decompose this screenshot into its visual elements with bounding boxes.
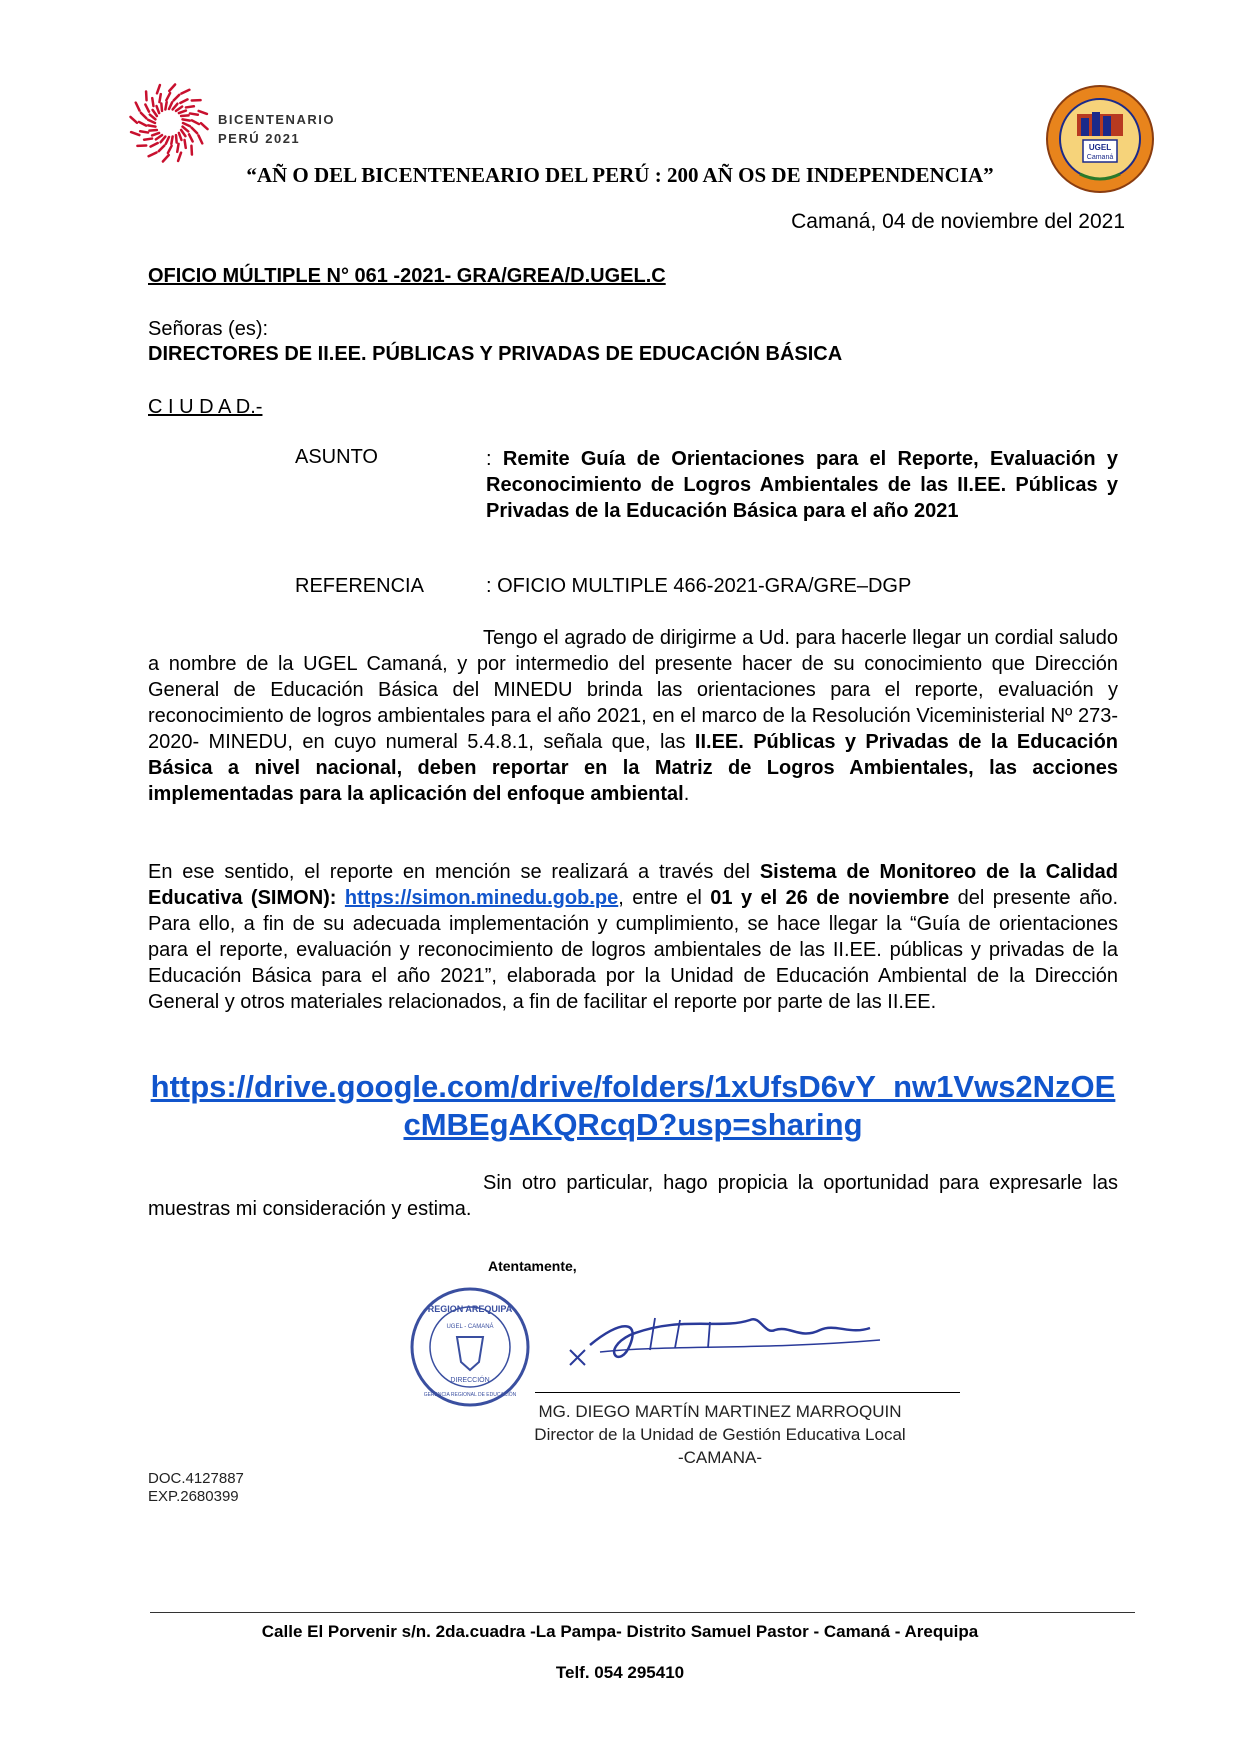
burst-ray	[159, 146, 165, 152]
paragraph2-part3: del presente año. Para ello, a fin de su adecuada implementación y cumplimiento, se hace llegar la “Guía de orientaciones para el reporte, evaluación y reconocimiento de logros ambientales de las II.EE. públicas y privadas de la Educación Básica para el año 2021”, elaborada por la Unidad de Educación Ambiental de la Dirección General y otros materiales relacionados, a fin de facilitar el reporte por parte de las II.EE.	[148, 887, 1118, 1013]
burst-ray	[153, 110, 157, 116]
asunto-prefix: :	[486, 448, 503, 470]
burst-ray	[165, 102, 166, 109]
burst-ray	[156, 135, 162, 139]
burst-ray	[145, 105, 149, 112]
burst-ray	[176, 135, 177, 142]
footer-phone: Telf. 054 295410	[555, 1663, 685, 1682]
document-numbers	[148, 1470, 244, 1506]
burst-ray	[163, 155, 169, 162]
seal-text-mid1: UGEL - CAMANÁ	[446, 1324, 494, 1330]
burst-ray	[150, 115, 156, 120]
burst-ray	[157, 85, 160, 93]
simon-link[interactable]: https://simon.minedu.gob.pe	[344, 887, 619, 909]
paragraph2-bold2: 01 y el 26 de noviembre	[710, 887, 950, 909]
bicentenario-logo-text	[218, 110, 335, 148]
burst-ray	[183, 127, 189, 132]
drive-link[interactable]: https://drive.google.com/drive/folders/1xUfsD6vY_nw1Vws2NzOEcMBEgAKQRcqD?usp=sharing	[150, 1069, 1116, 1142]
paragraph2-part1: En ese sentido, el reporte en mención se realizará a través del	[148, 861, 760, 883]
doc-number: DOC.4127887	[148, 1470, 244, 1487]
bicentenario-logo-icon	[128, 82, 210, 164]
exp-number: EXP.2680399	[148, 1488, 239, 1505]
burst-ray	[140, 131, 148, 132]
bicentenario-line1: BICENTENARIO	[218, 112, 335, 127]
paragraph1-bold: II.EE. Públicas y Privadas de la Educación Básica a nivel nacional, deben reportar en la Matriz de Logros Ambientales, las acciones implementadas para la aplicación del enfoque ambiental	[148, 731, 1119, 805]
burst-ray	[148, 125, 155, 126]
signatory-block	[490, 1400, 950, 1469]
burst-ray	[171, 137, 172, 144]
burst-ray	[169, 102, 172, 109]
burst-ray	[185, 140, 186, 148]
signature-line	[535, 1392, 960, 1393]
burst-ray	[183, 119, 190, 120]
burst-ray	[166, 93, 170, 100]
ugel-logo-inner2: Camaná	[1086, 154, 1114, 161]
burst-ray	[168, 146, 172, 153]
burst-ray	[173, 104, 178, 110]
burst-ray	[186, 106, 194, 107]
burst-ray	[136, 103, 140, 111]
burst-ray	[157, 106, 160, 113]
burst-ray	[139, 122, 146, 126]
paragraph1-text: Tengo el agrado de dirigirme a Ud. para hacerle llegar un cordial saludo a nombre de la UGEL Camaná, y por intermedio del presente hacer de su conocimiento que Dirección General de Educación Básica del MINEDU brinda las orientaciones para el reporte, evaluación y reconocimiento de logros ambientales para el año 2021, en el marco de la Resolución Viceministerial Nº 273-2020- MINEDU, en cuyo numeral 5.4.8.1, señala que, las	[148, 627, 1118, 753]
seal-text-mid2: DIRECCIÓN	[450, 1377, 490, 1384]
signatory-place: -CAMANA-	[677, 1448, 763, 1467]
paragraph2-bold1: Sistema de Monitoreo de la Calidad Educativa (SIMON):	[148, 861, 1119, 909]
burst-ray	[141, 113, 147, 119]
burst-ray	[198, 135, 202, 143]
signatory-title: Director de la Unidad de Gestión Educativa Local	[534, 1425, 906, 1444]
body-paragraph-2	[148, 859, 1118, 1015]
burst-ray	[192, 128, 198, 134]
asunto-text	[486, 446, 1118, 524]
city-line: C I U D A D.-	[148, 396, 263, 418]
seal-text-top: REGION AREQUIPA	[427, 1304, 513, 1314]
burst-ray	[144, 139, 152, 140]
ugel-logo-inner1: UGEL	[1088, 143, 1112, 152]
footer-divider	[150, 1612, 1135, 1613]
burst-ray	[190, 113, 198, 114]
paragraph3-text: Sin otro particular, hago propicia la oportunidad para expresarle las muestras mi consideración y estima.	[148, 1172, 1118, 1220]
handwritten-signature-icon	[560, 1290, 900, 1380]
burst-ray	[176, 107, 182, 111]
burst-ray	[151, 143, 158, 147]
salutation: Señoras (es):	[148, 318, 269, 340]
paragraph2-part2: , entre el	[618, 887, 711, 909]
body-paragraph-3	[148, 1170, 1118, 1222]
burst-ray	[161, 137, 166, 143]
burst-ray	[169, 84, 175, 91]
burst-ray	[149, 130, 156, 131]
official-seal-icon	[405, 1282, 535, 1412]
motto-heading: “AÑ O DEL BICENTENEARIO DEL PERÚ : 200 AÑ OS DE INDEPENDENCIA”	[246, 163, 994, 187]
footer-address: Calle El Porvenir s/n. 2da.cuadra -La Pampa- Distrito Samuel Pastor - Camaná - Arequipa	[261, 1622, 979, 1641]
burst-ray	[159, 94, 160, 102]
burst-ray	[201, 123, 208, 129]
burst-ray	[130, 117, 137, 123]
bicentenario-line2: PERÚ 2021	[218, 131, 301, 146]
burst-ray	[189, 134, 193, 141]
burst-ray	[192, 120, 199, 124]
burst-ray	[177, 144, 178, 152]
body-paragraph-1	[148, 625, 1118, 807]
asunto-label: ASUNTO	[295, 446, 378, 468]
asunto-content: Remite Guía de Orientaciones para el Reporte, Evaluación y Reconocimiento de Logros Ambientales de las II.EE. Públicas y Privadas de la Educación Básica para el año 2021	[486, 448, 1118, 522]
burst-ray	[199, 111, 207, 114]
burst-ray	[178, 153, 181, 161]
referencia-text: : OFICIO MULTIPLE 466-2021-GRA/GRE–DGP	[486, 575, 912, 597]
burst-ray	[149, 152, 157, 156]
burst-ray	[152, 133, 159, 136]
burst-ray	[181, 130, 185, 136]
burst-ray	[166, 137, 169, 144]
document-date: Camaná, 04 de noviembre del 2021	[791, 210, 1125, 233]
burst-ray	[161, 103, 162, 110]
burst-ray	[179, 133, 182, 140]
burst-ray	[180, 99, 187, 103]
burst-ray	[148, 120, 155, 123]
closing-text: Atentamente,	[488, 1258, 577, 1274]
signatory-name: MG. DIEGO MARTÍN MARTINEZ MARROQUIN	[538, 1402, 902, 1421]
burst-ray	[152, 98, 153, 106]
burst-ray	[179, 111, 186, 114]
referencia-label: REFERENCIA	[295, 575, 424, 597]
burst-ray	[181, 90, 189, 94]
burst-ray	[174, 95, 180, 101]
burst-ray	[183, 123, 190, 126]
burst-ray	[131, 132, 139, 135]
recipients: DIRECTORES DE II.EE. PÚBLICAS Y PRIVADAS DE EDUCACIÓN BÁSICA	[148, 343, 843, 365]
seal-text-bottom: GERENCIA REGIONAL DE EDUCACIÓN	[423, 1392, 517, 1398]
burst-ray	[181, 115, 188, 116]
oficio-title: OFICIO MÚLTIPLE N° 061 -2021- GRA/GREA/D.UGEL.C	[148, 265, 666, 287]
paragraph1-end: .	[683, 783, 690, 805]
